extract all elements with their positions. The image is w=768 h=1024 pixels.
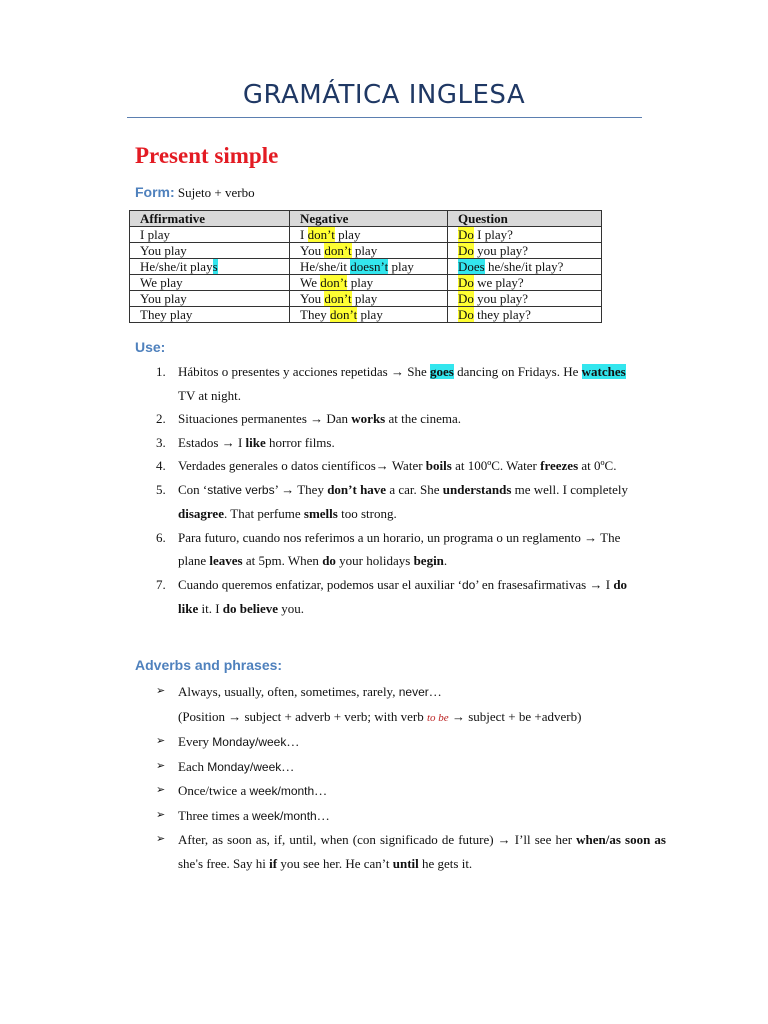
text: … <box>428 684 442 699</box>
neg-post: play <box>351 290 378 306</box>
apostrophe: ’ <box>195 856 199 871</box>
adverbs-list <box>156 680 666 876</box>
text: After, as soon as, if, until, when (con significado de future) → I’ll see her <box>178 832 577 847</box>
cell-question <box>448 259 602 275</box>
q-aux: Do <box>458 242 474 258</box>
text: Once/twice a <box>178 783 250 798</box>
text: too strong. <box>337 506 397 521</box>
cell-negative <box>290 307 448 323</box>
list-item <box>156 478 628 526</box>
neg-post: play <box>347 274 374 290</box>
neg-aux: doesn’t <box>350 258 389 274</box>
list-item <box>156 804 666 829</box>
text: at 100ºC. Water <box>451 458 541 473</box>
cell-affirmative <box>130 259 290 275</box>
text: me well. I completely <box>511 481 628 497</box>
adverbs-heading: Adverbs and phrases: <box>135 657 283 673</box>
bold-verb: disagree <box>178 506 224 521</box>
text: you. <box>278 601 305 616</box>
adverb-term: Monday/week <box>207 759 282 774</box>
neg-pre: You <box>300 242 325 258</box>
table-row <box>130 291 602 307</box>
bold-verb: freezes <box>540 458 579 473</box>
bold-verb: do believe <box>222 601 279 616</box>
neg-pre: They <box>300 306 330 322</box>
table-header-row <box>130 211 602 227</box>
text: Con ‘ <box>178 481 208 497</box>
q-post: we play? <box>473 274 524 290</box>
cell-negative <box>290 291 448 307</box>
text: TV at night. <box>178 387 241 403</box>
do-term: do <box>461 577 476 592</box>
text: ’ en frasesafirmativas → I <box>475 576 614 592</box>
bold-verb: leaves <box>209 553 243 568</box>
list-item <box>156 828 666 876</box>
neg-pre: You <box>300 290 325 306</box>
list-item <box>156 431 628 455</box>
cell-affirmative: You play <box>130 291 290 307</box>
position-note <box>178 705 666 731</box>
list-item <box>156 573 628 621</box>
cell-negative <box>290 259 448 275</box>
neg-aux: don’t <box>329 306 358 322</box>
stative-verbs-term: stative verbs <box>207 482 275 497</box>
aff-pre: He/she/it play <box>140 258 213 274</box>
text: horror films. <box>265 434 335 450</box>
arrow-bullet-icon: ➢ <box>156 735 166 747</box>
use-heading: Use: <box>135 339 166 355</box>
text: dancing on Fridays. He <box>453 364 582 379</box>
q-aux: Do <box>458 290 474 306</box>
text: Situaciones permanentes → Dan <box>178 411 352 426</box>
neg-aux: don’t <box>307 226 335 242</box>
text: at 5pm. When <box>242 553 323 568</box>
text: Estados → I <box>178 434 246 450</box>
neg-pre: He/she/it <box>300 258 351 274</box>
cell-question <box>448 291 602 307</box>
table-row <box>130 227 602 243</box>
item-number: 1. <box>156 364 166 379</box>
text: Always, usually, often, sometimes, rarely, <box>178 684 399 699</box>
text: she <box>178 855 196 871</box>
table-row <box>130 307 602 323</box>
item-number: 7. <box>156 576 166 592</box>
header-question: Question <box>448 211 602 227</box>
text: ’ → They <box>274 481 328 497</box>
q-aux: Does <box>458 258 485 274</box>
text: it. I <box>198 601 223 616</box>
arrow-bullet-icon: ➢ <box>156 808 166 821</box>
bold-conjunction: if <box>269 855 278 871</box>
q-aux: Do <box>458 226 474 242</box>
adverb-term: never <box>398 685 429 699</box>
neg-pre: We <box>300 274 321 290</box>
bold-verb: do like <box>178 576 628 616</box>
list-item <box>156 730 666 755</box>
text: . <box>443 553 448 568</box>
neg-post: play <box>357 306 383 322</box>
document-title: GRAMÁTICA INGLESA <box>242 80 526 110</box>
item-number: 2. <box>156 411 166 426</box>
bold-verb: understands <box>442 481 512 497</box>
q-post: he/she/it play? <box>484 258 564 274</box>
text: a car. She <box>386 481 443 497</box>
form-line <box>135 184 255 201</box>
neg-post: play <box>351 242 378 258</box>
q-aux: Do <box>458 274 474 290</box>
q-post: you play? <box>473 242 529 258</box>
bold-conjunction: until <box>392 855 419 871</box>
text: at the cinema. <box>385 411 462 426</box>
text: you see her. He can’t <box>277 855 393 871</box>
text: (Position → subject + adverb + verb; with verb <box>178 708 427 724</box>
item-number: 6. <box>156 529 166 545</box>
cell-affirmative: We play <box>130 275 290 291</box>
header-negative: Negative <box>290 211 448 227</box>
arrow-bullet-icon: ➢ <box>156 784 166 796</box>
bold-verb: smells <box>303 506 338 521</box>
text: … <box>281 758 295 774</box>
text: . That perfume <box>223 506 304 521</box>
neg-post: play <box>388 258 414 274</box>
adverb-term: week/month <box>249 784 315 798</box>
text: s free. Say hi <box>198 855 270 871</box>
adverb-term: week/month <box>252 808 317 823</box>
q-aux: Do <box>458 306 474 322</box>
table-row <box>130 259 602 275</box>
text: he gets it. <box>418 855 473 871</box>
text: … <box>286 734 300 749</box>
header-affirmative: Affirmative <box>130 211 290 227</box>
use-list <box>156 360 628 621</box>
highlight-verb: watches <box>581 364 626 379</box>
table-row <box>130 243 602 259</box>
neg-post: play <box>334 226 361 242</box>
arrow-bullet-icon: ➢ <box>156 685 166 697</box>
bold-conjunction: when/as soon as <box>576 832 666 847</box>
neg-aux: don’t <box>324 242 352 258</box>
cell-negative <box>290 227 448 243</box>
cell-affirmative: I play <box>130 227 290 243</box>
form-label: Form: <box>135 184 175 200</box>
adverb-term: Monday/week <box>212 735 287 749</box>
cell-negative <box>290 275 448 291</box>
text: Three times a <box>178 807 252 823</box>
highlight-verb: goes <box>429 364 454 379</box>
text: Para futuro, cuando nos referimos a un horario, un programa o un reglamento → The plane <box>178 529 621 568</box>
cell-affirmative: You play <box>130 243 290 259</box>
section-heading: Present simple <box>135 143 279 168</box>
bold-verb: don’t have <box>327 481 387 497</box>
text: Every <box>178 734 213 749</box>
text: your holidays <box>335 553 414 568</box>
bold-verb: like <box>245 434 266 450</box>
neg-pre: I <box>300 226 308 242</box>
item-number: 5. <box>156 481 166 497</box>
bold-verb: begin <box>413 553 444 568</box>
table-row <box>130 275 602 291</box>
text: Each <box>178 758 208 774</box>
list-item <box>156 779 666 804</box>
cell-question <box>448 227 602 243</box>
bold-verb: boils <box>425 458 452 473</box>
conjugation-table <box>129 210 602 323</box>
list-item <box>156 526 628 573</box>
title-underline <box>127 117 642 118</box>
text: Hábitos o presentes y acciones repetidas → She <box>178 364 430 379</box>
neg-aux: don’t <box>320 274 348 290</box>
item-number: 4. <box>156 458 166 473</box>
arrow-bullet-icon: ➢ <box>156 833 166 845</box>
neg-aux: don’t <box>324 290 352 306</box>
text: at 0ºC. <box>578 458 617 473</box>
q-post: I play? <box>473 226 513 242</box>
q-post: you play? <box>473 290 529 306</box>
text: … <box>314 783 328 798</box>
text: Verdades generales o datos científicos→ Water <box>178 458 426 473</box>
list-item <box>156 680 666 705</box>
cell-negative <box>290 243 448 259</box>
cell-affirmative: They play <box>130 307 290 323</box>
cell-question <box>448 243 602 259</box>
cell-question <box>448 275 602 291</box>
form-text: Sujeto + verbo <box>177 185 255 200</box>
list-item <box>156 454 628 478</box>
arrow-bullet-icon: ➢ <box>156 759 166 772</box>
list-item <box>156 407 628 431</box>
list-item <box>156 755 666 780</box>
list-item <box>156 360 628 407</box>
text: … <box>316 807 330 823</box>
item-number: 3. <box>156 434 166 450</box>
text: Cuando queremos enfatizar, podemos usar el auxiliar ‘ <box>178 576 462 592</box>
bold-verb: do <box>322 553 336 568</box>
aff-suffix: s <box>212 258 218 274</box>
cell-question <box>448 307 602 323</box>
text: → subject + be +adverb) <box>448 708 582 724</box>
bold-verb: works <box>351 411 386 426</box>
q-post: they play? <box>473 306 531 322</box>
to-be-term: to be <box>426 711 449 724</box>
